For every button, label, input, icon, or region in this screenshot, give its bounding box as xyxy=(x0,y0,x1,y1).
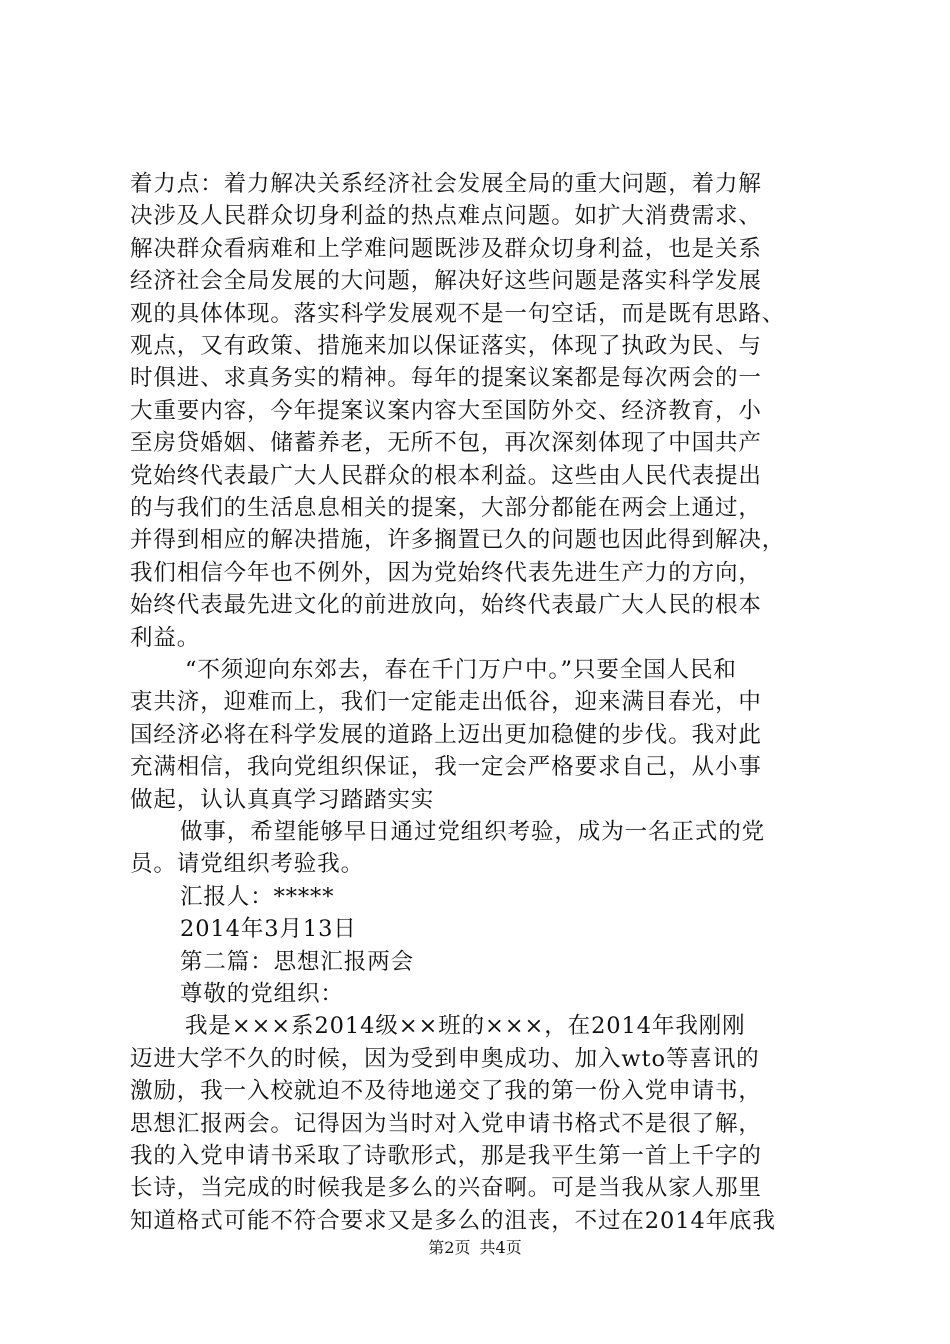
text-line: 思想汇报两会。记得因为当时对入党申请书格式不是很了解， xyxy=(130,1110,762,1137)
text-line: 尊敬的党组织： xyxy=(180,981,344,1007)
text-line: 迈进大学不久的时候，因为受到申奥成功、加入wto等喜讯的 xyxy=(130,1045,760,1072)
text-line: 做起，认认真真学习踏踏实实 xyxy=(130,786,435,813)
text-line: 国经济必将在科学发展的道路上迈出更加稳健的步伐。我对此 xyxy=(130,721,762,748)
text-line: 2014年3月13日 xyxy=(180,916,357,943)
text-line: 员。请党组织考验我。 xyxy=(130,851,365,878)
text-line: 解决群众看病难和上学难问题既涉及群众切身利益，也是关系 xyxy=(130,235,762,262)
text-line: 党始终代表最广大人民群众的根本利益。这些由人民代表提出 xyxy=(130,462,762,489)
text-line: 利益。 xyxy=(130,624,201,651)
text-line: 至房贷婚姻、储蓄养老，无所不包，再次深刻体现了中国共产 xyxy=(130,430,762,457)
text-line: 做事，希望能够早日通过党组织考验，成为一名正式的党 xyxy=(180,819,766,845)
page-number: 第2页 xyxy=(428,1238,471,1257)
text-line: 我们相信今年也不例外，因为党始终代表先进生产力的方向， xyxy=(130,559,762,586)
text-line: “不须迎向东郊去，春在千门万户中。”只要全国人民和 xyxy=(185,657,737,683)
text-line: 并得到相应的解决措施，许多搁置已久的问题也因此得到解决， xyxy=(130,527,786,554)
text-line: 知道格式可能不符合要求又是多么的沮丧，不过在2014年底我 xyxy=(130,1207,776,1234)
text-line: 经济社会全局发展的大问题，解决好这些问题是落实科学发展 xyxy=(130,268,762,295)
page-footer xyxy=(0,1238,950,1258)
text-line: 激励，我一入校就迫不及待地递交了我的第一份入党申请书， xyxy=(130,1078,762,1105)
text-line: 的与我们的生活息息相关的提案，大部分都能在两会上通过， xyxy=(130,495,762,521)
text-line: 时俱进、求真务实的精神。每年的提案议案都是每次两会的一 xyxy=(130,365,762,392)
page-total: 共4页 xyxy=(479,1238,522,1257)
text-line: 长诗，当完成的时候我是多么的兴奋啊。可是当我从家人那里 xyxy=(130,1175,762,1202)
text-line: 着力点：着力解决关系经济社会发展全局的重大问题，着力解 xyxy=(130,171,762,197)
text-line: 充满相信，我向党组织保证，我一定会严格要求自己，从小事 xyxy=(130,754,762,781)
text-line: 决涉及人民群众切身利益的热点难点问题。如扩大消费需求、 xyxy=(130,203,762,230)
text-line: 衷共济，迎难而上，我们一定能走出低谷，迎来满目春光，中 xyxy=(130,689,762,716)
text-line: 汇报人：***** xyxy=(180,883,335,910)
text-line: 第二篇：思想汇报两会 xyxy=(180,948,415,975)
text-line: 大重要内容，今年提案议案内容大至国防外交、经济教育，小 xyxy=(130,397,762,424)
text-line: 始终代表最先进文化的前进放向，始终代表最广大人民的根本 xyxy=(130,592,762,619)
text-line: 观的具体体现。落实科学发展观不是一句空话，而是既有思路、 xyxy=(130,300,786,327)
text-line: 我的入党申请书采取了诗歌形式，那是我平生第一首上千字的 xyxy=(130,1143,762,1169)
text-line: 观点，又有政策、措施来加以保证落实，体现了执政为民、与 xyxy=(130,333,762,359)
text-line: 我是×××系2014级××班的×××，在2014年我刚刚 xyxy=(185,1013,746,1040)
